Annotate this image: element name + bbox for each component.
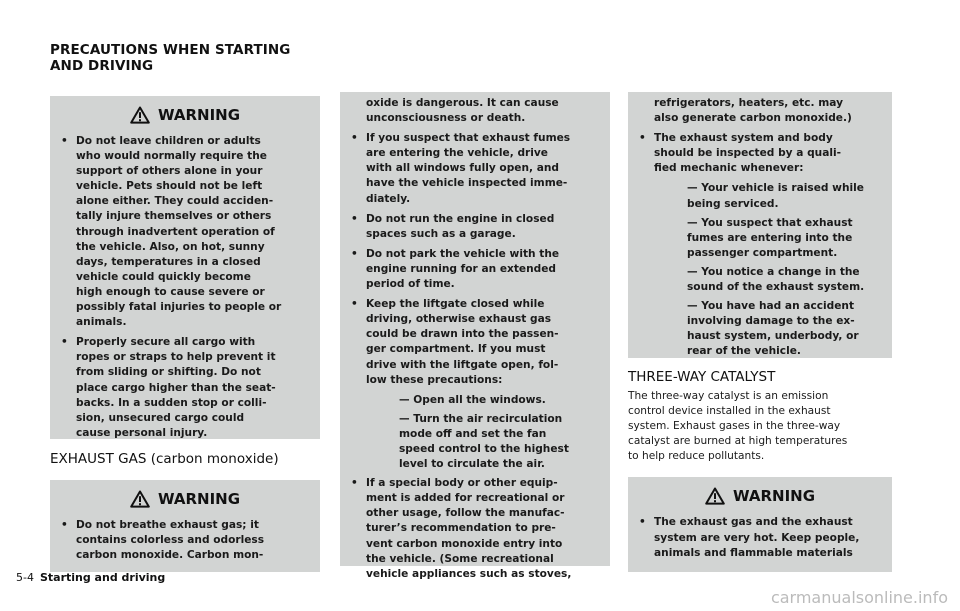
text-line: unconsciousness or death.: [366, 112, 526, 125]
text-line: to help reduce pollutants.: [628, 450, 765, 463]
section-title-three-way-catalyst: THREE-WAY CATALYST: [628, 369, 776, 385]
text-line: the vehicle. Also, on hot, sunny: [76, 240, 265, 253]
text-line: could be drawn into the passen-: [366, 328, 559, 341]
text-line: being serviced.: [687, 197, 779, 210]
warning-box-2-continued-b: [628, 92, 892, 358]
warning-triangle-icon: [130, 490, 150, 508]
warning-label: WARNING: [157, 106, 241, 124]
text-line: animals.: [76, 316, 127, 329]
warning-continued-text: [628, 96, 892, 126]
catalyst-paragraph: [628, 389, 892, 464]
text-line: should be inspected by a quali-: [654, 147, 842, 160]
text-line: other usage, follow the manufac-: [366, 507, 565, 520]
text-line: vehicle. Pets should not be left: [76, 180, 263, 193]
text-line: also generate carbon monoxide.): [654, 112, 852, 125]
section-title-exhaust-gas: EXHAUST GAS (carbon monoxide): [50, 451, 279, 467]
warning-bullet-special-body: [340, 476, 610, 582]
text-line: place cargo higher than the seat-: [76, 381, 276, 394]
text-line: • The exhaust gas and the exhaust: [654, 516, 853, 529]
text-line: carbon monoxide. Carbon mon-: [76, 549, 264, 562]
text-line: • Properly secure all cargo with: [76, 336, 256, 349]
warning-continued-text: [340, 96, 610, 126]
warning-dash-accident: [654, 299, 892, 359]
text-line: sound of the exhaust system.: [687, 281, 865, 294]
column-3: [628, 92, 892, 572]
text-line: driving, otherwise exhaust gas: [366, 313, 552, 326]
text-line: haust system, underbody, or: [687, 330, 859, 343]
warning-dash-sound-change: [654, 265, 892, 295]
warning-box-2: [50, 480, 320, 572]
text-line: — You notice a change in the: [687, 265, 860, 278]
text-line: through inadvertent operation of: [76, 225, 275, 238]
warning-bullet-children: [50, 134, 320, 330]
text-line: engine running for an extended: [366, 262, 556, 275]
warning-bullet-breathe: [50, 518, 320, 563]
text-line: • The exhaust system and body: [654, 132, 833, 145]
text-line: support of others alone in your: [76, 165, 263, 178]
warning-label: WARNING: [732, 487, 816, 506]
text-line: turer’s recommendation to pre-: [366, 522, 556, 535]
warning-box-2-continued: [340, 92, 610, 580]
text-line: passenger compartment.: [687, 246, 838, 259]
warning-triangle-icon: [130, 106, 150, 124]
text-line: from sliding or shifting. Do not: [76, 366, 261, 379]
text-line: • Do not breathe exhaust gas; it: [76, 519, 259, 531]
text-line: • Do not run the engine in closed: [366, 212, 555, 225]
text-line: vehicle could quickly become: [76, 270, 251, 283]
warning-bullet-cargo: [50, 335, 320, 441]
text-line: low these precautions:: [366, 373, 503, 386]
warning-header: [628, 477, 892, 515]
text-line: — Open all the windows.: [399, 393, 546, 406]
text-line: involving damage to the ex-: [687, 315, 855, 328]
warning-dash-suspect: [654, 216, 892, 261]
text-line: spaces such as a garage.: [366, 227, 516, 240]
warning-bullet-hot-exhaust: [628, 515, 892, 560]
warning-dash-open-windows: [366, 393, 610, 408]
text-line: fied mechanic whenever:: [654, 162, 804, 175]
text-line: vent carbon monoxide entry into: [366, 537, 563, 550]
warning-box-1: [50, 96, 320, 439]
page-header: [50, 42, 290, 74]
column-2: [340, 92, 610, 580]
text-line: • Keep the liftgate closed while: [366, 298, 545, 311]
text-line: speed control to the highest: [399, 442, 569, 455]
text-line: system are very hot. Keep people,: [654, 531, 860, 544]
page-number: 5-4: [16, 571, 34, 584]
text-line: ment is added for recreational or: [366, 492, 565, 505]
text-line: • Do not park the vehicle with the: [366, 247, 560, 260]
text-line: The three-way catalyst is an emission: [628, 390, 829, 402]
page-header-line2: AND DRIVING: [50, 58, 154, 74]
watermark: carmanualsonline.info: [770, 588, 948, 607]
warning-bullet-liftgate: [340, 297, 610, 388]
text-line: ger compartment. If you must: [366, 343, 546, 356]
footer-section-name: Starting and driving: [39, 571, 166, 584]
text-line: high enough to cause severe or: [76, 285, 265, 298]
text-line: oxide is dangerous. It can cause: [366, 97, 559, 109]
text-line: period of time.: [366, 278, 455, 291]
text-line: • If you suspect that exhaust fumes: [366, 132, 571, 145]
text-line: with all windows fully open, and: [366, 162, 559, 175]
text-line: fumes are entering into the: [687, 231, 853, 244]
text-line: • If a special body or other equip-: [366, 477, 558, 490]
warning-triangle-icon: [705, 487, 725, 505]
page-header-line1: PRECAUTIONS WHEN STARTING: [50, 42, 291, 58]
text-line: alone either. They could acciden-: [76, 195, 274, 208]
text-line: have the vehicle inspected imme-: [366, 177, 568, 190]
text-line: — Your vehicle is raised while: [687, 182, 864, 195]
text-line: animals and flammable materials: [654, 546, 853, 559]
text-line: mode off and set the fan: [399, 427, 547, 440]
text-line: drive with the liftgate open, fol-: [366, 358, 559, 371]
text-line: — You suspect that exhaust: [687, 216, 853, 229]
warning-dash-raised: [654, 181, 892, 211]
warning-dash-air-recirculation: [366, 412, 610, 472]
text-line: days, temperatures in a closed: [76, 255, 261, 268]
text-line: ropes or straps to help prevent it: [76, 351, 276, 364]
text-line: cause personal injury.: [76, 426, 208, 439]
text-line: — You have had an accident: [687, 300, 855, 313]
warning-label: WARNING: [157, 490, 241, 508]
warning-bullet-suspect-fumes: [340, 131, 610, 206]
text-line: system. Exhaust gases in the three-way: [628, 420, 841, 433]
text-line: • Do not leave children or adults: [76, 135, 261, 147]
text-line: sion, unsecured cargo could: [76, 411, 245, 424]
warning-header: [50, 480, 320, 518]
text-line: catalyst are burned at high temperatures: [628, 435, 848, 448]
warning-bullet-closed-spaces: [340, 212, 610, 242]
warning-bullet-park-running: [340, 247, 610, 292]
text-line: possibly fatal injuries to people or: [76, 301, 282, 314]
text-line: rear of the vehicle.: [687, 345, 801, 358]
column-1: [50, 96, 320, 572]
warning-header: [50, 96, 320, 134]
text-line: refrigerators, heaters, etc. may: [654, 97, 843, 109]
text-line: — Turn the air recirculation: [399, 412, 563, 425]
text-line: control device installed in the exhaust: [628, 405, 831, 418]
text-line: are entering the vehicle, drive: [366, 147, 548, 160]
page-footer: [16, 571, 165, 584]
text-line: tally injure themselves or others: [76, 210, 272, 223]
text-line: backs. In a sudden stop or colli-: [76, 396, 267, 409]
text-line: diately.: [366, 192, 411, 205]
text-line: the vehicle. (Some recreational: [366, 552, 554, 565]
text-line: level to circulate the air.: [399, 458, 545, 471]
warning-box-3: [628, 477, 892, 572]
warning-bullet-inspect: [628, 131, 892, 176]
text-line: who would normally require the: [76, 150, 267, 163]
text-line: contains colorless and odorless: [76, 534, 265, 547]
text-line: vehicle appliances such as stoves,: [366, 567, 572, 580]
